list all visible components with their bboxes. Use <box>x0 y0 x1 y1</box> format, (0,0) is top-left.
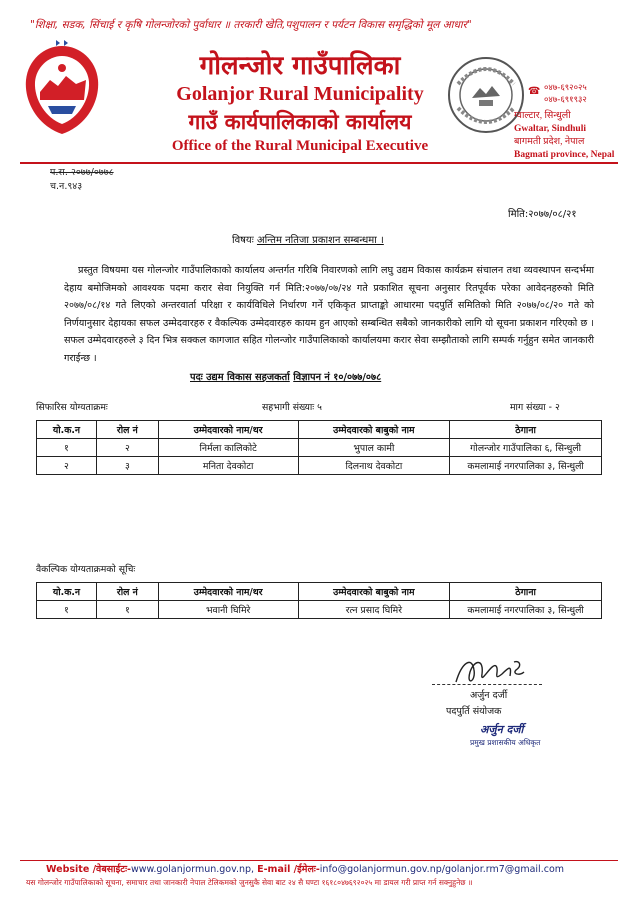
phone-icon: ☎ <box>528 86 541 97</box>
recommended-table <box>36 420 602 475</box>
phone-number-2: ०४७-६९१९३२ <box>544 95 587 105</box>
participant-count: सहभागी संख्याः ५ <box>262 402 322 413</box>
column-header: रोल नं <box>96 421 158 439</box>
address-block <box>514 110 614 162</box>
vacancy-line <box>190 370 381 383</box>
letter-date: मिति:२०७७/०८/२१ <box>508 209 577 220</box>
column-header: ठेगाना <box>450 583 602 601</box>
title-english: Golanjor Rural Municipality <box>176 83 424 105</box>
alternate-label: वैकल्पिक योग्यताक्रमको सूचिः <box>36 564 136 575</box>
table-cell: ३ <box>96 457 158 475</box>
email-link[interactable]: info@golanjormun.gov.np/golanjor.rm7@gmail.com <box>319 864 565 875</box>
signatory-name: अर्जुन दर्जी <box>470 690 508 701</box>
table-cell: १ <box>37 439 97 457</box>
column-header: उम्मेदवारको बाबुको नाम <box>298 583 450 601</box>
vacancy-post: पदः उद्यम विकास सहजकर्ता <box>190 372 290 383</box>
table-row <box>37 601 602 619</box>
subject-line <box>232 232 384 246</box>
column-header: उम्मेदवारको नाम/थर <box>158 583 298 601</box>
table-cell: गोलन्जोर गाउँपालिका ६, सिन्धुली <box>450 439 602 457</box>
subject-text: अन्तिम नतिजा प्रकाशन सम्बन्धमा । <box>256 235 384 246</box>
dispatch-number: च.न.९४३ <box>50 181 83 192</box>
table-cell: २ <box>96 439 158 457</box>
recommended-label: सिफारिस योग्यताक्रमः <box>36 402 108 413</box>
address-en-1: Gwaltar, Sindhuli <box>514 124 586 134</box>
footer-note: यस गोलन्जोर गाउँपालिकाको सूचना, समाचार तथा जानकारी नेपाल टेलिकमको जुनसुकै सेवा बाट २४ सै घण्टा १६१८०४७६९२०२५ मा डायल गरी प्राप्त गर्न सक्नुहुनेछ ॥ <box>26 878 473 887</box>
website-label: Website /वेबसाईटः- <box>46 864 131 875</box>
table-cell: निर्मला कालिकोटे <box>158 439 298 457</box>
column-header: ठेगाना <box>450 421 602 439</box>
fiscal-year-ref: प.स. २०७७/०७७८ <box>50 167 114 178</box>
contact-phones <box>544 82 587 106</box>
table-row <box>37 457 602 475</box>
phone-number-1: ०४७-६९२०२५ <box>544 83 587 93</box>
office-english: Office of the Rural Municipal Executive <box>171 138 429 154</box>
header-slogan: "शिक्षा, सडक, सिंचाई र कृषि गोलन्जोरको पुर्वाधार ॥ तरकारी खेति,पशुपालन र पर्यटन विकास समृद्धिको मूल आधार" <box>30 19 472 31</box>
table-row <box>37 439 602 457</box>
column-header: यो.क.न <box>37 583 97 601</box>
column-header: उम्मेदवारको नाम/थर <box>158 421 298 439</box>
footer-divider <box>20 860 618 861</box>
header-divider <box>20 162 618 164</box>
table-cell: १ <box>37 601 97 619</box>
signature-icon <box>448 652 532 692</box>
table-cell: दिलनाथ देवकोटा <box>298 457 450 475</box>
address-ne-2: बागमती प्रदेश, नेपाल <box>514 137 585 147</box>
table-cell: भुपाल कामी <box>298 439 450 457</box>
signature-line <box>432 684 542 685</box>
column-header: उम्मेदवारको बाबुको नाम <box>298 421 450 439</box>
stamp-title: प्रमुख प्रशासकीय अधिकृत <box>470 738 541 747</box>
table-cell: कमलामाई नगरपालिका ३, सिन्धुली <box>450 601 602 619</box>
table-cell: रत्न प्रसाद घिमिरे <box>298 601 450 619</box>
footer-contact <box>46 862 564 875</box>
alternate-table <box>36 582 602 619</box>
nepal-emblem-icon <box>20 40 104 140</box>
notice-body: प्रस्तुत विषयमा यस गोलन्जोर गाउँपालिकाको कार्यालय अन्तर्गत गरिबि निवारणको लागि लघु उद्यम विकास कार्यक्रम संचालन तथा व्यवस्थापन सन्दर्भमा देहाय बमोजिमको आवश्यक पदमा करार सेवा नियुक्ति गर्न मिति:२०७७/०७/२४ गते प्रकाशित सूचना अनुसार रितपूर्वक परेका आवेदनहरुको मिति २०७७/०८/१४ गते लिएको अन्तरवार्ता परिक्षा र कार्यविधिले निर्धारण गर्ने एकिकृत प्राप्ताङ्को आधारमा पदपुर्ति समितिको मिति २०७७/०८/२० गते को निर्णयानुसार देहायका सफल उम्मेदवारहरु र वैकल्पिक उम्मेदवारहरु कायम हुन आएको सम्बन्धित सबैको जानकारीको लागि यो सूचना प्रकाशन गरिएको छ ।सफल उम्मेदवारहरुले ३ दिन भित्र सक्कल कागजात सहित गोलन्जोर गाउँपालिकाको कार्यालयमा करार सेवा सम्झौताको लागि सम्पर्क गर्नुहुन समेत जानकारी गराईन्छ । <box>64 265 594 364</box>
address-en-2: Bagmati province, Nepal <box>514 150 615 160</box>
title-nepali: गोलन्जोर गाउँपालिका <box>199 51 401 81</box>
column-header: रोल नं <box>96 583 158 601</box>
table-cell: मनिता देवकोटा <box>158 457 298 475</box>
table-cell: भवानी घिमिरे <box>158 601 298 619</box>
table-cell: कमलामाई नगरपालिका ३, सिन्धुली <box>450 457 602 475</box>
office-nepali: गाउँ कार्यपालिकाको कार्यालय <box>188 110 412 134</box>
column-header: यो.क.न <box>37 421 97 439</box>
website-link[interactable]: www.golanjormun.gov.np, <box>130 864 255 875</box>
signatory-title: पदपुर्ति संयोजक <box>446 706 502 717</box>
stamp-name: अर्जुन दर्जी <box>480 723 524 736</box>
reference-block <box>50 166 114 194</box>
subject-label: विषयः <box>232 235 254 246</box>
vacancy-ad-number: विज्ञापन नं १०/०७७/०७८ <box>293 372 382 383</box>
table-cell: १ <box>96 601 158 619</box>
address-ne-1: ग्वाल्टार, सिन्धुली <box>514 111 571 121</box>
email-label: E-mail /ईमेलः- <box>257 864 320 875</box>
table-cell: २ <box>37 457 97 475</box>
demand-count: माग संख्या - २ <box>510 402 560 413</box>
table-header-row <box>37 421 602 439</box>
table-header-row <box>37 583 602 601</box>
